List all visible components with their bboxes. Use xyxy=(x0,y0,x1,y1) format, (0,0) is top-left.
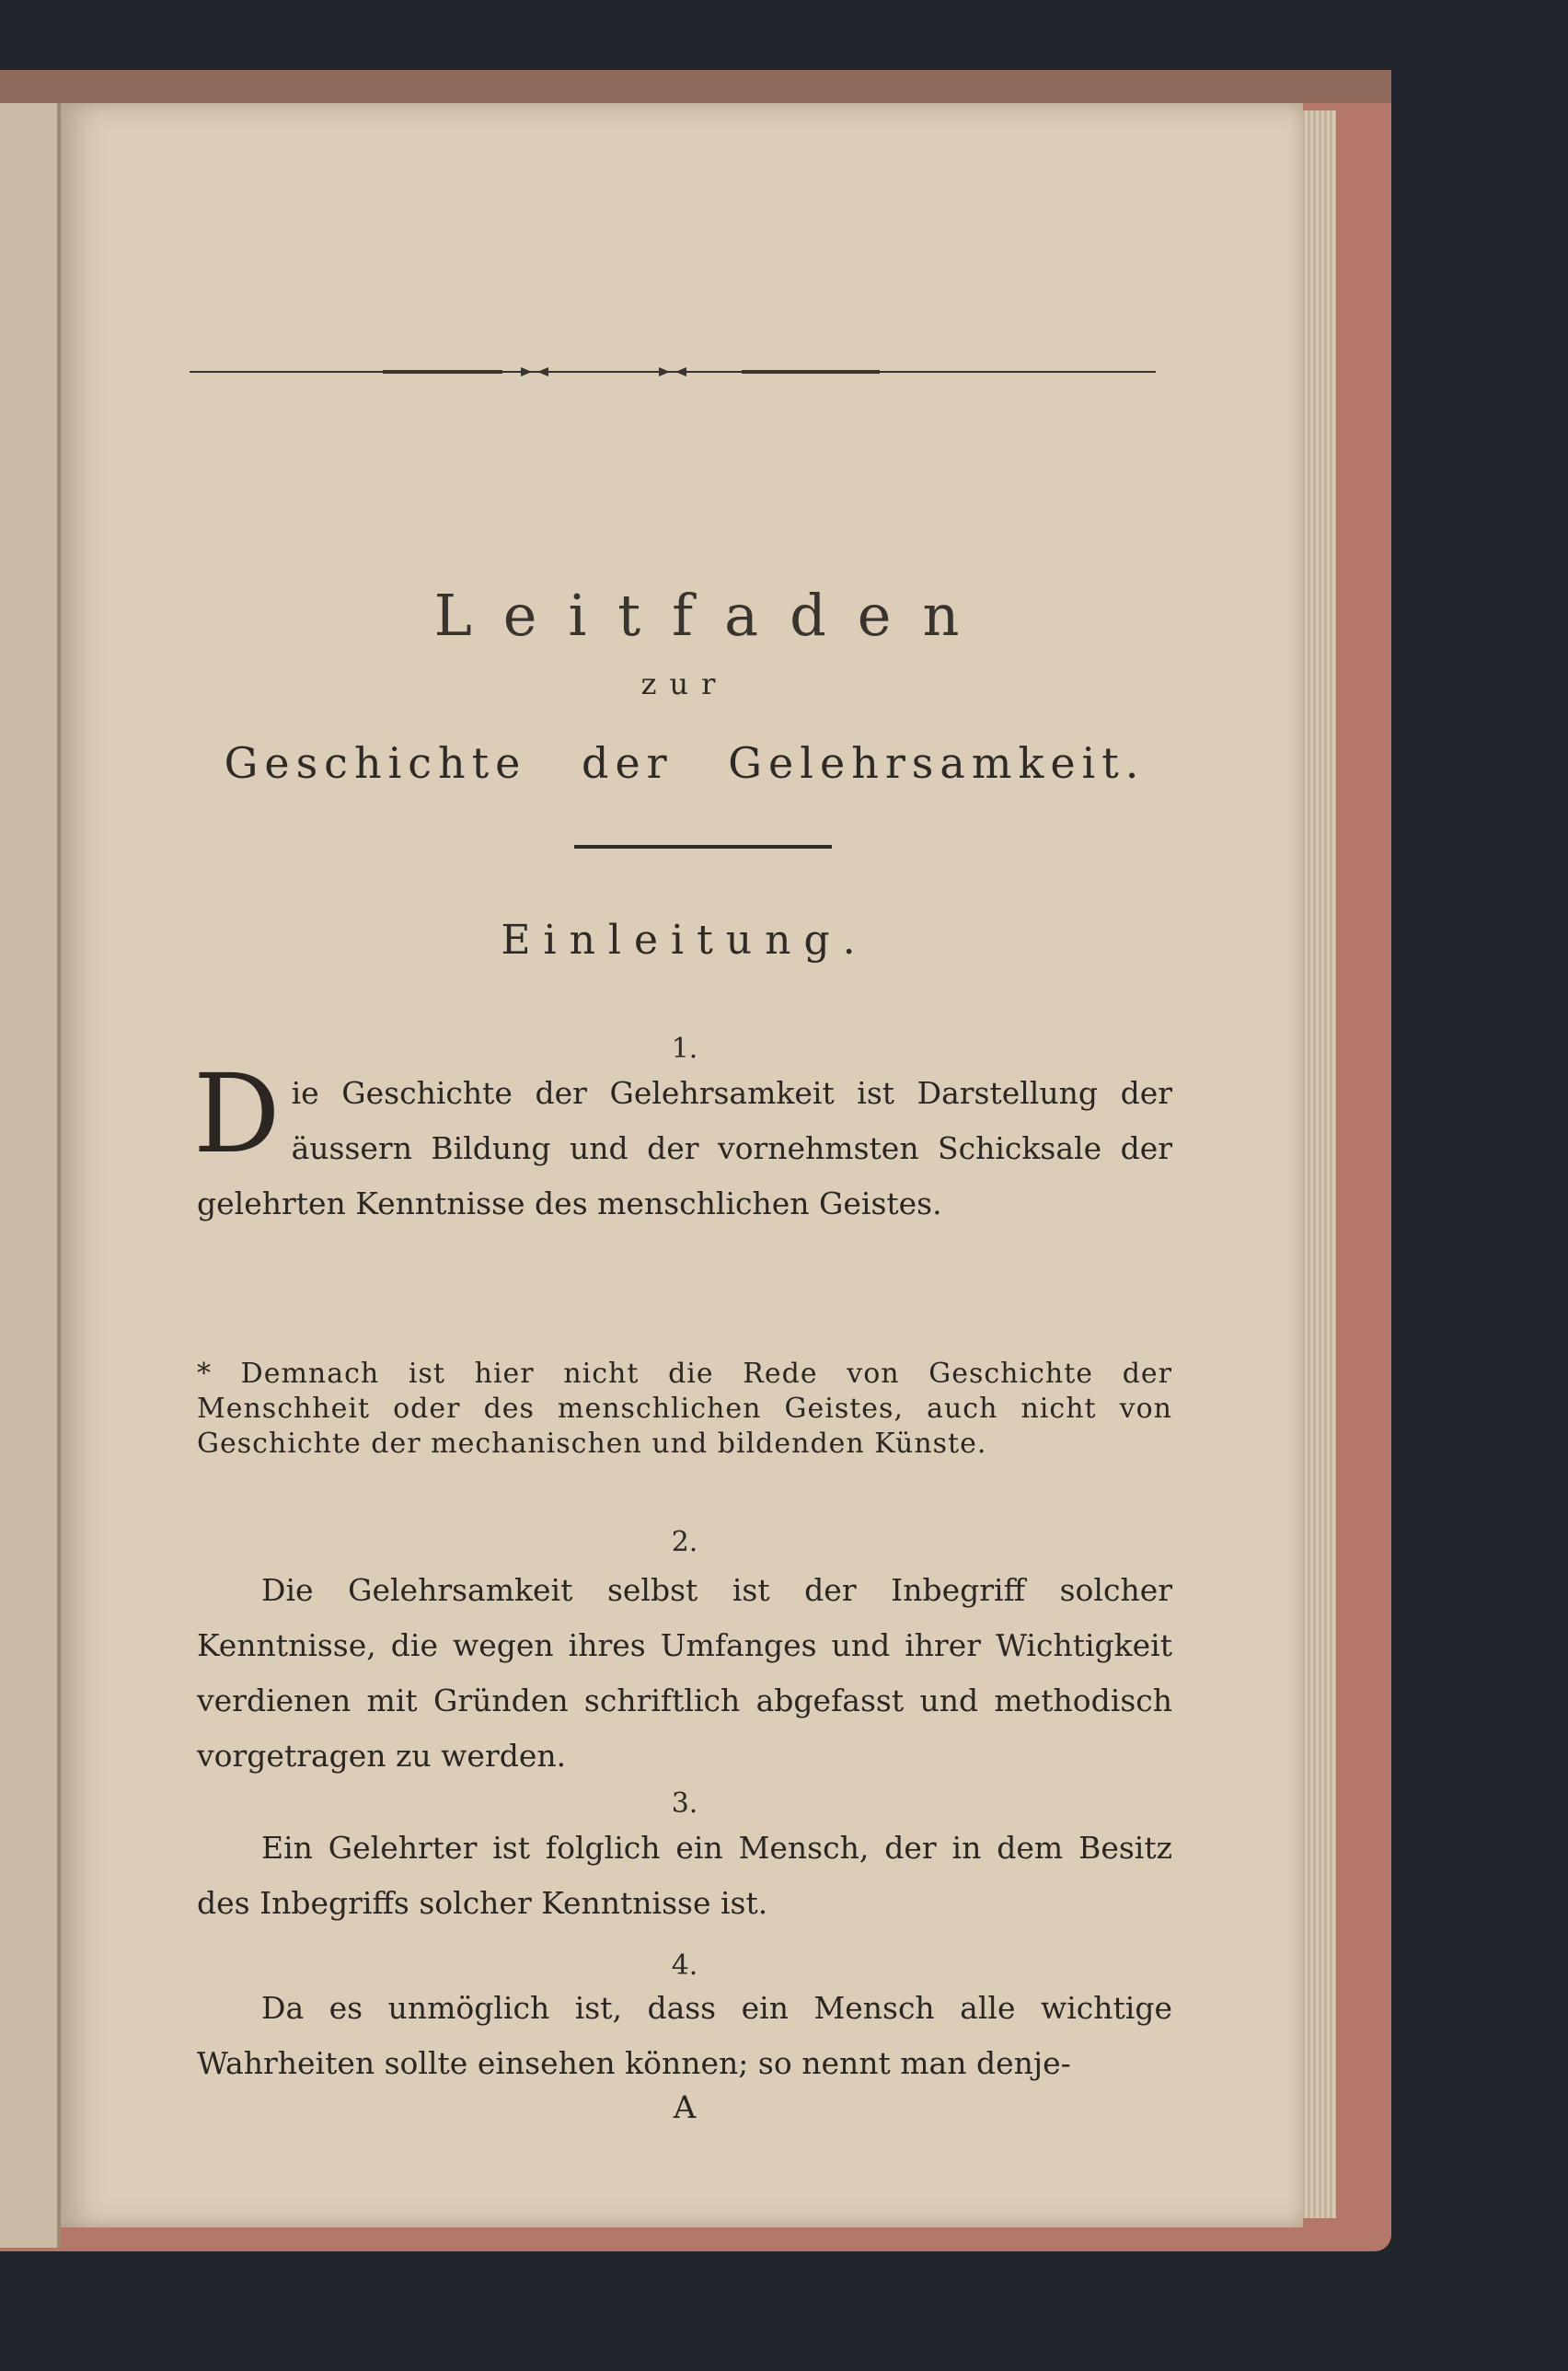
signature-mark: A xyxy=(673,2089,697,2126)
page-title: Leitfaden xyxy=(433,582,991,649)
title-divider xyxy=(574,845,832,849)
section-number: 2. xyxy=(671,1526,698,1558)
section-number: 4. xyxy=(671,1949,698,1982)
section-paragraph: Die Gelehrsamkeit selbst ist der Inbegriff solcher Kenntnisse, die wegen ihres Umfanges und ihrer Wichtigkeit verdienen mit Gründen schriftlich abgefasst und methodisch vorgetragen zu werden. xyxy=(197,1572,1172,1774)
section-paragraph: Ein Gelehrter ist folglich ein Mensch, der in dem Besitz des Inbegriffs solcher Kenntnisse ist. xyxy=(197,1830,1172,1921)
section-paragraph: Da es unmöglich ist, dass ein Mensch alle wichtige Wahrheiten sollte einsehen können; so nennt man denje- xyxy=(197,1990,1172,2081)
page-subtitle: Geschichte der Gelehrsamkeit. xyxy=(224,738,1146,788)
page-content xyxy=(193,103,1172,2227)
title-connector: zur xyxy=(640,666,729,701)
section-paragraph xyxy=(193,1050,1172,1232)
section-number: 1. xyxy=(671,1033,698,1065)
drop-cap: D xyxy=(193,1050,281,1177)
section-heading: Einleitung. xyxy=(501,917,869,964)
left-page-edge xyxy=(0,103,60,2248)
book-page xyxy=(61,103,1303,2227)
paragraph-text: ie Geschichte der Gelehrsamkeit ist Darstellung der äussern Bildung und der vornehmsten Schicksale der gelehrten Kenntnisse des menschlichen Geistes. xyxy=(197,1075,1172,1221)
section-number: 3. xyxy=(671,1787,698,1820)
cover-top-edge xyxy=(0,70,1391,103)
footnote: * Demnach ist hier nicht die Rede von Geschichte der Menschheit oder des menschlichen Geistes, auch nicht von Geschichte der mechanischen und bildenden Künste. xyxy=(197,1358,1172,1460)
